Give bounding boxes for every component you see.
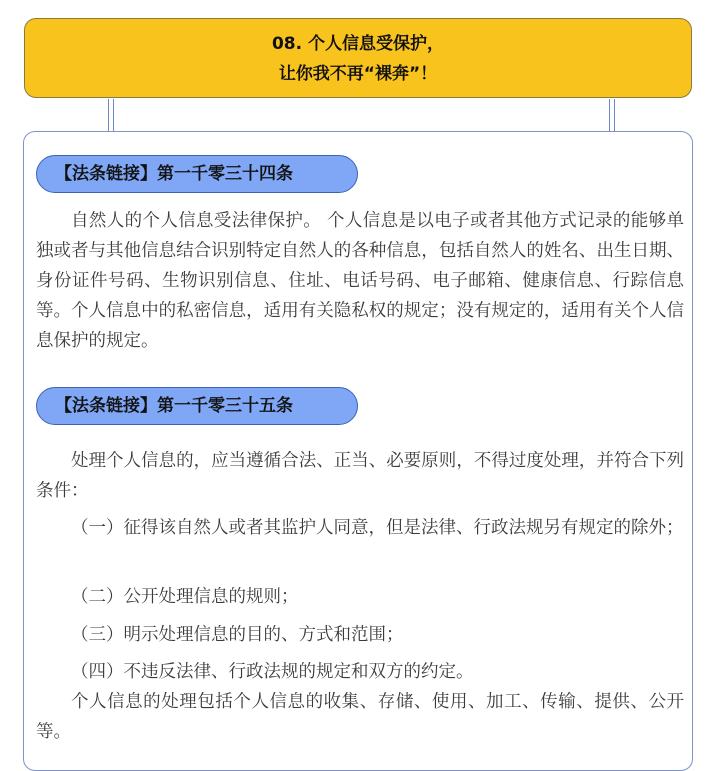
list-item-1: （一）征得该自然人或者其监护人同意，但是法律、行政法规另有规定的除外； [71,518,684,538]
banner-title-line-1: 08. 个人信息受保护， [271,34,445,54]
connector-left [108,99,114,131]
article-1034-text: 自然人的个人信息受法律保护。 个人信息是以电子或者其他方式记录的能够单独或者与其他信息结合识别特定自然人的各种信息，包括自然人的姓名、出生日期、身份证件号码、生物识别信息、住址、电话号码、电子邮箱、健康信息、行踪信息等。个人信息中的私密信息，适用有关隐私权的规定；没有规定的，适用有关个人信息保护的规定。 [36,211,684,351]
section-heading-1034: 【法条链接】第一千零三十四条 [36,155,358,193]
article-1035-intro: 处理个人信息的，应当遵循合法、正当、必要原则，不得过度处理，并符合下列条件： [36,451,684,501]
title-banner [24,18,692,98]
list-item-3: （三）明示处理信息的目的、方式和范围； [71,625,404,645]
section-heading-1035: 【法条链接】第一千零三十五条 [36,387,358,425]
list-item-2: （二）公开处理信息的规则； [71,587,299,607]
list-item-4: （四）不违反法律、行政法规的规定和双方的约定。 [71,662,474,682]
banner-title-line-2: 让你我不再“裸奔”！ [278,64,438,84]
connector-right [609,99,615,131]
article-1035-closing: 个人信息的处理包括个人信息的收集、存储、使用、加工、传输、提供、公开等。 [36,692,684,742]
